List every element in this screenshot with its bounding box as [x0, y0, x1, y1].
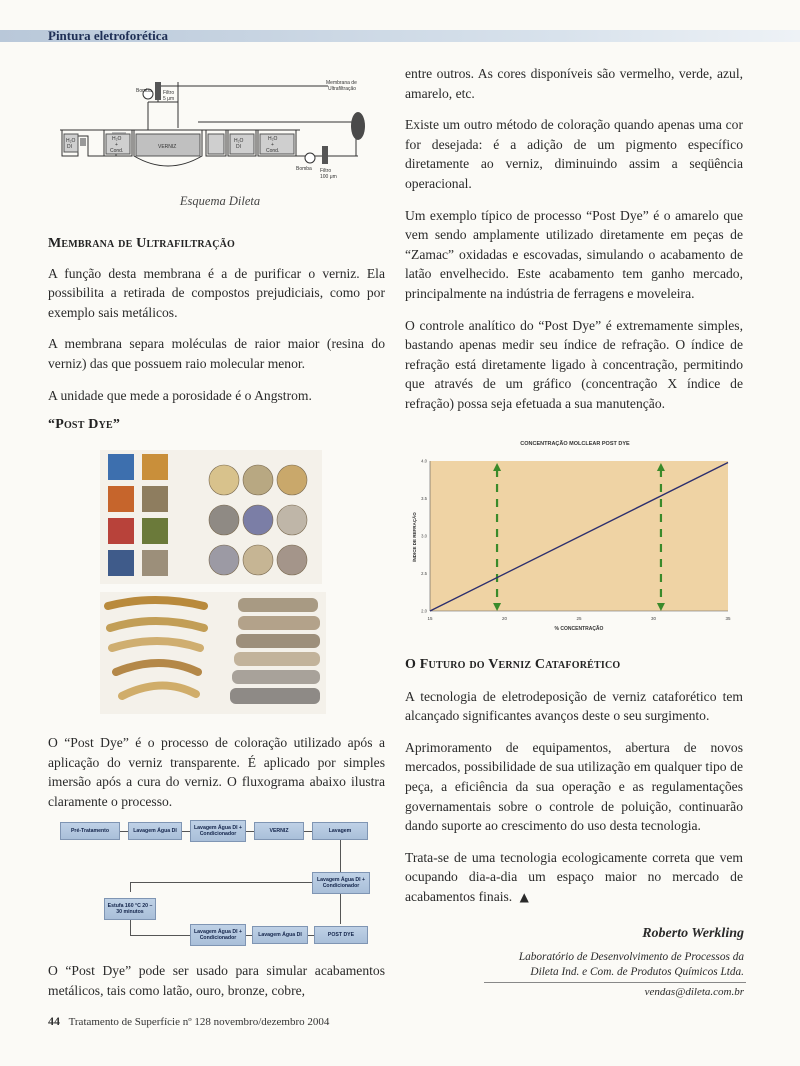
- paragraph: Trata-se de uma tecnologia ecologicamente correta que vem ocupando dia-a-dia um espaço maior no mercado de acabamentos finais.: [405, 849, 743, 904]
- filter2-label: Filtro: [320, 168, 332, 174]
- chart-ylabel: ÍNDICE DE REFRAÇÃO: [412, 512, 417, 562]
- author-affiliation: [444, 950, 744, 980]
- flow-step: Lavagem Água DI: [128, 822, 182, 840]
- membrane-label2: Ultrafiltração: [328, 86, 357, 92]
- x-tick-label: 35: [725, 616, 731, 621]
- knob: [209, 545, 239, 575]
- knob-tile: [108, 518, 134, 544]
- flow-step: Lavagem Água DI + Condicionador: [312, 872, 370, 894]
- knob-tile: [108, 454, 134, 480]
- affiliation-line: Laboratório de Desenvolvimento de Processos da: [518, 951, 744, 963]
- page-number: 44: [48, 1014, 60, 1028]
- running-header: Pintura eletroforética: [48, 28, 168, 43]
- process-schematic: [58, 76, 380, 190]
- y-tick-label: 2.5: [421, 571, 427, 576]
- flow-step: VERNIZ: [254, 822, 304, 840]
- tank3-label: VERNIZ: [158, 144, 177, 150]
- flowchart: [60, 818, 374, 948]
- tank2-a: H₂O: [112, 136, 122, 142]
- product-photo: [100, 450, 322, 584]
- y-tick-label: 2.0: [421, 608, 427, 614]
- tank5-c: Cond.: [266, 148, 280, 154]
- membrane-label: Membrana de: [326, 80, 357, 86]
- y-tick-label: 3.0: [421, 533, 427, 539]
- paragraph: O controle analítico do “Post Dye” é extremamente simples, bastando apenas medir seu índice de refração. O índice de refração está diretamente ligado à concentração, permitindo que através de um gráfico (concentração X índice de refração) possa seja efetuada a sua manutenção.: [405, 317, 743, 411]
- filter2-sub: 100 μm: [320, 174, 337, 180]
- knob: [277, 505, 307, 535]
- knob: [209, 505, 239, 535]
- paragraph: O “Post Dye” é o processo de coloração utilizado após a aplicação do verniz transparente. É aplicado por simples imersão após a cura do verniz. O fluxograma abaixo ilustra claramente o processo.: [48, 735, 385, 809]
- y-tick-label: 4.0: [421, 458, 427, 464]
- pump2-label: Bomba: [296, 166, 312, 172]
- knob-tile: [142, 486, 168, 512]
- author-name: Roberto Werkling: [642, 926, 744, 941]
- knob: [209, 465, 239, 495]
- knob-tile: [108, 550, 134, 576]
- footer-text: Tratamento de Superfície nº 128 novembro/dezembro 2004: [68, 1016, 330, 1028]
- y-tick-label: 3.5: [421, 496, 427, 501]
- paragraph: entre outros. As cores disponíveis são vermelho, verde, azul, amarelo, etc.: [405, 66, 743, 101]
- section-title-membrana: Membrana de Ultrafiltração: [48, 236, 236, 251]
- chart-xlabel: % CONCENTRAÇÃO: [554, 626, 604, 632]
- chart-title: CONCENTRAÇÃO MOLCLEAR POST DYE: [520, 441, 630, 447]
- flow-step: Lavagem Água DI: [252, 926, 308, 944]
- flow-step: Lavagem Água DI + Condicionador: [190, 820, 246, 842]
- right-column-bottom: [405, 655, 743, 908]
- left-column-mid: [48, 733, 385, 811]
- tank4-a: H₂O: [234, 138, 244, 144]
- knob: [277, 545, 307, 575]
- flow-step: POST DYE: [314, 926, 368, 944]
- section-title-futuro: O Futuro do Verniz Cataforético: [405, 657, 621, 672]
- handles-photo: [100, 592, 326, 714]
- tank1-b: DI: [67, 144, 72, 150]
- knob-tile: [108, 486, 134, 512]
- paragraph: Existe um outro método de coloração quando apenas uma cor for desejada: é a adição de um pigmento específico diretamente ao verniz, diminuindo assim a seqüência operacional.: [405, 117, 743, 191]
- tank5-a: H₂O: [268, 136, 278, 142]
- page-footer: [48, 1014, 329, 1029]
- paragraph: O “Post Dye” pode ser usado para simular acabamentos metálicos, tais como latão, ouro, bronze, cobre,: [48, 963, 385, 998]
- knob-tile: [142, 518, 168, 544]
- paragraph: A função desta membrana é a de purificar o verniz. Ela possibilita a retirada de compostos prejudiciais, como por exemplo sais metálicos.: [48, 265, 385, 320]
- schematic-caption: Esquema Dileta: [179, 194, 261, 208]
- flow-step: Pré-Tratamento: [60, 822, 120, 840]
- filter-label: Filtro: [163, 90, 175, 96]
- paragraph: Aprimoramento de equipamentos, abertura de novos mercados, possibilidade de sua utilização em qualquer tipo de peça, a eficiência da sua operação e as regulamentações governamentais sobre o controle de poluição, continuarão dando suporte ao crescimento do uso desta tecnologia.: [405, 739, 743, 834]
- author-email[interactable]: vendas@dileta.com.br: [644, 986, 744, 998]
- paragraph: A unidade que mede a porosidade é o Angstrom.: [48, 387, 312, 403]
- knob: [277, 465, 307, 495]
- knob-tile: [142, 454, 168, 480]
- tank1-a: H₂O: [66, 138, 76, 144]
- knob: [243, 545, 273, 575]
- left-column-bottom: [48, 961, 385, 1000]
- knob-tile: [142, 550, 168, 576]
- x-tick-label: 15: [427, 616, 433, 621]
- left-column-top: [48, 234, 385, 435]
- tank2-b: +: [115, 142, 118, 148]
- x-tick-label: 30: [650, 616, 657, 621]
- filter-sub: 5 μm: [163, 96, 175, 102]
- x-tick-label: 25: [576, 616, 582, 621]
- paragraph: A tecnologia de eletrodeposição de verniz cataforético tem alcançado significantes avanços deste o seu surgimento.: [405, 688, 743, 724]
- paragraph: Um exemplo típico de processo “Post Dye” é o amarelo que vem sendo amplamente utilizado diretamente em peças de “Zamac” oxidadas e escovadas, simulando o acabamento de latão envelhecido. Este acabamento tem ganho mercado, principalmente na indústria de ferragens e moveleira.: [405, 207, 743, 301]
- pump-label: Bomba: [136, 88, 152, 94]
- tank5-b: +: [271, 142, 274, 148]
- tank2-c: Cond.: [110, 148, 124, 154]
- flow-step: Lavagem: [312, 822, 368, 840]
- flow-step: Lavagem Água DI + Condicionador: [190, 924, 246, 946]
- tank4-b: DI: [236, 144, 241, 150]
- divider: [484, 982, 746, 983]
- knob: [243, 505, 273, 535]
- x-tick-label: 20: [501, 616, 508, 621]
- flow-step: Estufa 160 °C 20 – 30 minutos: [104, 898, 156, 920]
- end-mark-icon: ▲: [519, 889, 529, 904]
- section-title-postdye: “Post Dye”: [48, 417, 121, 433]
- affiliation-line: Dileta Ind. e Com. de Produtos Químicos Ltda.: [530, 966, 744, 978]
- right-column-top: [405, 64, 743, 414]
- refraction-chart: [408, 437, 743, 633]
- paragraph: A membrana separa moléculas de raior maior (resina do verniz) das que possuem raio molecular menor.: [48, 336, 385, 371]
- knob: [243, 465, 273, 495]
